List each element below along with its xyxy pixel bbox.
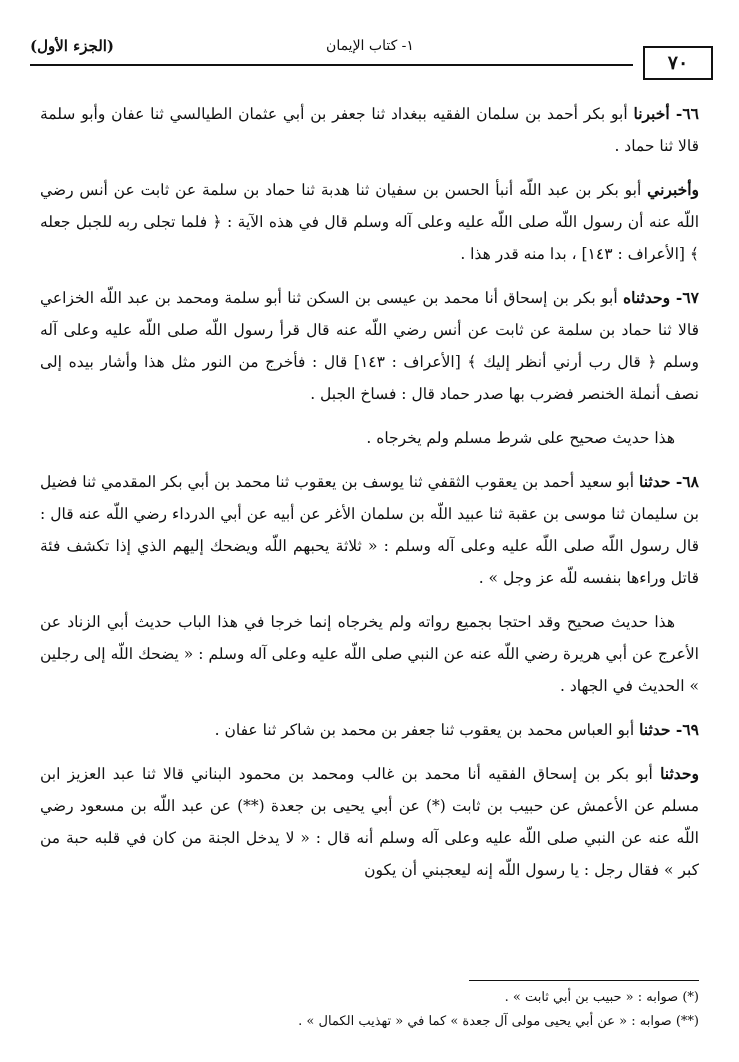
footnote: (**) صوابه : « عن أبي يحيى مولى آل جعدة » كما في « تهذيب الكمال » .: [298, 1014, 699, 1029]
paragraph-text: هذا حديث صحيح على شرط مسلم ولم يخرجاه .: [366, 429, 675, 447]
narration-lead: ٦٨- حدثنا: [639, 472, 699, 491]
body-text: [40, 98, 699, 898]
hadith-paragraph: [40, 466, 699, 594]
hadith-paragraph: [40, 282, 699, 410]
paragraph-text: أبو بكر بن إسحاق أنا محمد بن عيسى بن السكن ثنا أبو سلمة ومحمد بن عبد اللّه الخزاعي قالا ثنا حماد بن سلمة عن ثابت عن أنس رضي اللّه عنه قال قرأ رسول اللّه صلى اللّه عليه وعلى آله وسلم ﴿ قال رب أرني أنظر إليك ﴾ [الأعراف : ١٤٣] قال : فأخرج من النور مثل هذا وأشار بيده إلى نصف أنملة الخنصر فضرب بها صدر حماد قال : فساخ الجبل .: [40, 289, 699, 403]
hadith-paragraph: [40, 714, 699, 746]
hadith-paragraph: [40, 422, 699, 454]
paragraph-text: أبو بكر بن إسحاق الفقيه أنا محمد بن غالب ومحمد بن محمود البناني قالا ثنا عبد العزيز ابن مسلم عن الأعمش عن حبيب بن ثابت (*) عن أبي يحيى بن جعدة (**) عن عبد اللّه بن مسعود رضي اللّه عنه عن النبي صلى اللّه عليه وعلى آله وسلم أنه قال : « لا يدخل الجنة من كان في قلبه حبة من كبر » فقال رجل : يا رسول اللّه إنه ليعجبني أن يكون: [40, 765, 699, 879]
hadith-paragraph: [40, 98, 699, 162]
hadith-paragraph: [40, 174, 699, 270]
narration-lead: ٦٩- حدثنا: [639, 720, 699, 739]
chapter-title: ١- كتاب الإيمان: [326, 38, 414, 54]
narration-lead: ٦٦- أخبرنا: [633, 104, 699, 123]
hadith-paragraph: [40, 758, 699, 886]
paragraph-text: أبو سعيد أحمد بن يعقوب الثقفي ثنا يوسف بن يعقوب ثنا محمد بن أبي بكر المقدمي ثنا فضيل بن سليمان ثنا موسى بن عقبة ثنا عبيد اللّه بن سلمان الأغر عن أبيه عن أبي الدرداء رضي اللّه عنه قال : قال رسول اللّه صلى اللّه عليه وعلى آله وسلم : « ثلاثة يحبهم اللّه ويضحك إليهم الذي إذا تكشف فئة قاتل وراءها بنفسه للّه عز وجل » .: [40, 473, 699, 587]
paragraph-text: هذا حديث صحيح وقد احتجا بجميع رواته ولم يخرجاه إنما خرجا في هذا الباب حديث أبي الزناد عن الأعرج عن أبي هريرة رضي اللّه عنه عن النبي صلى اللّه عليه وعلى آله وسلم : « يضحك اللّه إلى رجلين » الحديث في الجهاد .: [40, 613, 699, 695]
footnote: (*) صوابه : « حبيب بن أبي ثابت » .: [504, 990, 699, 1005]
page-number: ٧٠: [643, 46, 713, 80]
volume-label: (الجزء الأول): [30, 37, 115, 55]
paragraph-text: أبو بكر بن عبد اللّه أنبأ الحسن بن سفيان ثنا هدبة ثنا حماد بن سلمة عن ثابت عن أنس رضي اللّه عنه أن رسول اللّه صلى اللّه عليه وعلى آله وسلم قال في هذه الآية : ﴿ فلما تجلى ربه للجبل جعله ﴾ [الأعراف : ١٤٣] ، بدا منه قدر هذا .: [40, 181, 699, 263]
narration-lead: وأخبرني: [647, 180, 699, 199]
narration-lead: ٦٧- وحدثناه: [623, 288, 699, 307]
page-header: [30, 36, 713, 82]
paragraph-text: أبو العباس محمد بن يعقوب ثنا جعفر بن محمد بن شاكر ثنا عفان .: [214, 721, 640, 739]
header-rule: [30, 64, 633, 66]
footnote-divider: [469, 980, 699, 981]
footnotes: [40, 986, 699, 1034]
narration-lead: وحدثنا: [660, 764, 699, 783]
paragraph-text: أبو بكر أحمد بن سلمان الفقيه ببغداد ثنا جعفر بن أبي عثمان الطيالسي ثنا عفان وأبو سلمة قالا ثنا حماد .: [40, 105, 699, 155]
hadith-paragraph: [40, 606, 699, 702]
